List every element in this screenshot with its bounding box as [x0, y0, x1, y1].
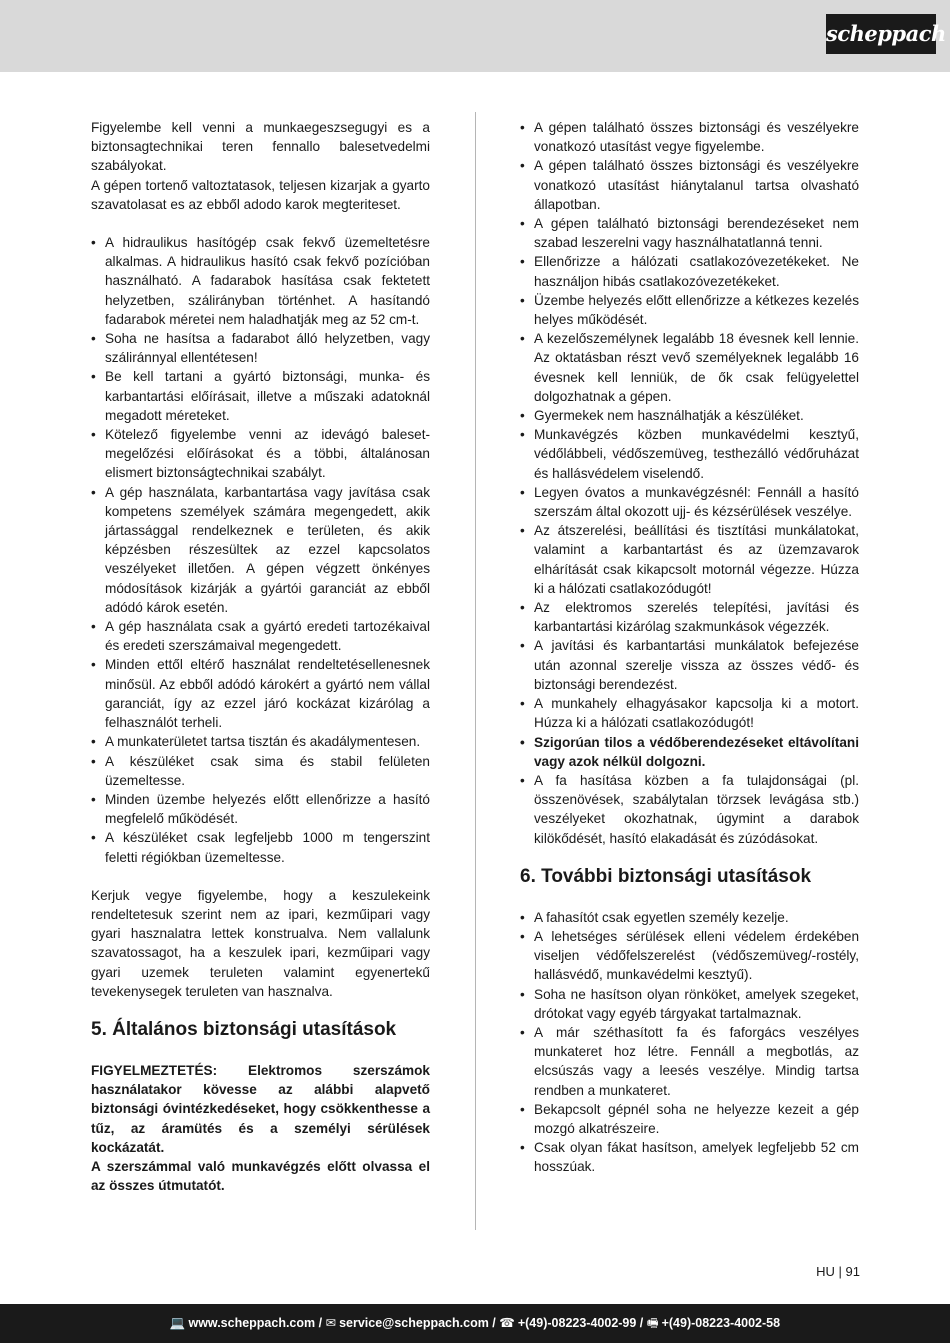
list-item: • Soha ne hasítson olyan rönköket, amelyek szegeket, drótokat vagy egyéb tárgyakat tartalmaznak.: [520, 985, 859, 1023]
footer-phone: +(49)-08223-4002-99 /: [517, 1316, 644, 1330]
fax-icon: 🖷: [646, 1316, 659, 1330]
list-item: • Bekapcsolt gépnél soha ne helyezze kezeit a gép mozgó alkatrészeire.: [520, 1100, 859, 1138]
list-item: • Minden ettől eltérő használat rendeltetésellenesnek minősül. Az ebből adódó károkért a gyártó nem vállal garanciát, így az ezzel járó kockázat kizárólag a felhasználót terheli.: [91, 655, 430, 732]
phone-icon: ☎: [499, 1316, 515, 1330]
header-band: [0, 0, 950, 72]
list-item: • A gépen található összes biztonsági és veszélyekre vonatkozó utasítást hiánytalanul tartsa olvasható állapotban.: [520, 156, 859, 214]
footer-email: service@scheppach.com /: [339, 1316, 496, 1330]
intro-paragraph: Figyelembe kell venni a munkaegeszsegugyi es a biztonsagtechnikai teren fennallo balesetvedelmi szabályokat.: [91, 120, 430, 174]
list-item: • Szigorúan tilos a védőberendezéseket eltávolítani vagy azok nélkül dolgozni.: [520, 733, 859, 771]
intro-paragraph: A gépen tortenő valtoztatasok, teljesen kizarjak a gyarto szavatolasat es az ebből adodo karok megteriteset.: [91, 177, 430, 212]
section-5-title: 5. Általános biztonsági utasítások: [91, 1018, 397, 1040]
list-item: • A gép használata csak a gyártó eredeti tartozékaival és eredeti szerszámaival megengedett.: [91, 617, 430, 655]
scheppach-logo: scheppach: [826, 14, 936, 54]
footer-fax: +(49)-08223-4002-58: [661, 1316, 781, 1330]
list-item: • A gép használata, karbantartása vagy javítása csak kompetens személyek számára megengedett, akik jártassággal rendelkeznek e területen, és akik képzésben részesültek az ezzel kapcsolatos veszélyeket illetően. A gépen végzett önkényes módosítások kizárják a gyártói garanciát az ebből adódó károk esetén.: [91, 483, 430, 617]
list-item: • A már széthasított fa és faforgács veszélyes munkateret hoz létre. Fennáll a megbotlás, az elcsúszás vagy a leesés veszélye. Mindig tartsa rendben a munkateret.: [520, 1023, 859, 1100]
list-item: • A fa hasítása közben a fa tulajdonságai (pl. összenövések, szabálytalan törzsek levágása stb.) veszélyeket okozhatnak, úgymint a darabok kilökődését, hasító elakadását és zúzódásokat.: [520, 771, 859, 848]
section-6-title: 6. További biztonsági utasítások: [520, 865, 812, 887]
list-item: • A készüléket csak sima és stabil felületen üzemeltesse.: [91, 752, 430, 790]
list-item: • Kötelező figyelembe venni az idevágó baleset-megelőzési előírásokat és a többi, általánosan elismert biztonságtechnikai szabályt.: [91, 425, 430, 483]
section-6-bullet-list: [520, 908, 859, 1177]
closing-paragraph: Kerjuk vegye figyelembe, hogy a keszulekeink rendeltetesuk szerint nem az ipari, kezműipari vagy gyari hasznalatra lettek konstrualva. Nem vallalunk szavatossagot, ha a keszulek ipari, kezműipari vagy gyari uzemek teruleten valamint egyenertekű tevekenysegek teruleten van hasznalva.: [91, 887, 430, 999]
list-item: • A javítási és karbantartási munkálatok befejezése után azonnal szerelje vissza az összes védő- és biztonsági berendezést.: [520, 636, 859, 694]
page-number: HU | 91: [816, 1264, 860, 1279]
list-item: • Legyen óvatos a munkavégzésnél: Fennáll a hasító szerszám által okozott ujj- és kézsérülések veszélye.: [520, 483, 859, 521]
left-bullet-list: [91, 233, 430, 867]
list-item: • Csak olyan fákat hasítson, amelyek legfeljebb 52 cm hosszúak.: [520, 1138, 859, 1176]
left-column: [91, 118, 430, 1195]
list-item: • A fahasítót csak egyetlen személy kezelje.: [520, 908, 859, 927]
list-item: • A hidraulikus hasítógép csak fekvő üzemeltetésre alkalmas. A hidraulikus hasító csak fekvő pozícióban használható. A fadarabok hasítása csak fektetett helyzetben, szálirányban történhet. A hasítandó fadarabok méretei nem haladhatják meg az 52 cm-t.: [91, 233, 430, 329]
right-column: [520, 118, 859, 1177]
list-item: • A munkaterületet tartsa tisztán és akadálymentesen.: [91, 732, 430, 751]
footer-bar: [0, 1304, 950, 1343]
list-item: • A munkahely elhagyásakor kapcsolja ki a motort. Húzza ki a hálózati csatlakozódugót!: [520, 694, 859, 732]
list-item: • Minden üzembe helyezés előtt ellenőrizze a hasító megfelelő működését.: [91, 790, 430, 828]
list-item: • A kezelőszemélynek legalább 18 évesnek kell lennie. Az oktatásban részt vevő személyeknek legalább 16 évesnek kell lenniük, de ők csak felügyelettel dolgozhatnak a gépen.: [520, 329, 859, 406]
right-bullet-list: [520, 118, 859, 848]
column-divider: [475, 112, 476, 1230]
list-item: • Soha ne hasítsa a fadarabot álló helyzetben, vagy száliránnyal ellentétesen!: [91, 329, 430, 367]
mail-icon: ✉: [325, 1316, 337, 1330]
list-item: • A készüléket csak legfeljebb 1000 m tengerszint feletti régiókban üzemeltesse.: [91, 828, 430, 866]
list-item: • A lehetséges sérülések elleni védelem érdekében viseljen védőfelszerelést (védőszemüveg/-rostély, hallásvédő, munkavédelmi kesztyű).: [520, 927, 859, 985]
footer-website: www.scheppach.com /: [188, 1316, 323, 1330]
laptop-icon: 💻: [169, 1316, 186, 1330]
list-item: • Be kell tartani a gyártó biztonsági, munka- és karbantartási előírásait, illetve a műszaki adatoknál megadott méreteket.: [91, 367, 430, 425]
list-item: • Gyermekek nem használhatják a készüléket.: [520, 406, 859, 425]
list-item: • A gépen található összes biztonsági és veszélyekre vonatkozó utasítást vegye figyelembe.: [520, 118, 859, 156]
warning-text-2: A szerszámmal való munkavégzés előtt olvassa el az összes útmutatót.: [91, 1158, 430, 1194]
list-item: • Üzembe helyezés előtt ellenőrizze a kétkezes kezelés helyes működését.: [520, 291, 859, 329]
list-item: • A gépen található biztonsági berendezéseket nem szabad leszerelni vagy használhatatlanná tenni.: [520, 214, 859, 252]
list-item: • Az elektromos szerelés telepítési, javítási és karbantartási kizárólag szakmunkások végezzék.: [520, 598, 859, 636]
list-item: • Ellenőrizze a hálózati csatlakozóvezetékeket. Ne használjon hibás csatlakozóvezetékeket.: [520, 252, 859, 290]
list-item: • Az átszerelési, beállítási és tisztítási munkálatokat, valamint a karbantartást és az üzemzavarok elhárítását csak kikapcsolt motornál végezze. Húzza ki a hálózati csatlakozódugót!: [520, 521, 859, 598]
warning-text: FIGYELMEZTETÉS: Elektromos szerszámok használatakor kövesse az alábbi alapvető biztonsági óvintézkedéseket, hogy csökkenthesse a tűz, az áramütés és a személyi sérülések kockázatát.: [91, 1062, 430, 1155]
list-item: • Munkavégzés közben munkavédelmi kesztyű, védőlábbeli, védőszemüveg, testhezálló védőruházat és hallásvédelem viselendő.: [520, 425, 859, 483]
